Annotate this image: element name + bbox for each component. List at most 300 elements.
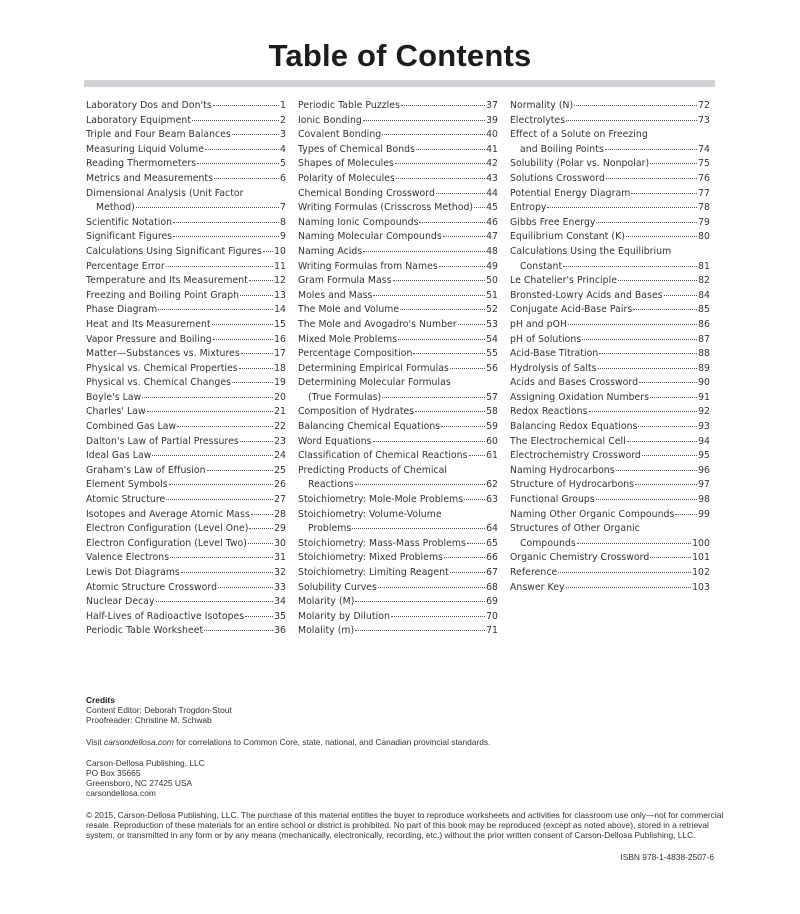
toc-entry-page-number: 2 <box>280 114 286 126</box>
toc-entry[interactable] <box>510 201 710 216</box>
toc-entry-label: Valence Electrons <box>86 552 170 564</box>
toc-entry[interactable] <box>510 435 710 450</box>
toc-entry-page-number: 1 <box>280 100 286 111</box>
toc-entry-page-number: 30 <box>274 537 286 549</box>
toc-entry-page-number: 19 <box>274 377 286 389</box>
toc-entry-page-number: 63 <box>486 494 498 506</box>
toc-entry-label: Naming Hydrocarbons <box>510 464 615 476</box>
toc-entry[interactable] <box>510 172 710 187</box>
toc-entry[interactable] <box>86 493 286 508</box>
toc-entry[interactable] <box>86 245 286 260</box>
toc-entry[interactable] <box>86 435 286 450</box>
toc-entry[interactable] <box>510 303 710 318</box>
toc-entry-page-number: 24 <box>274 450 286 462</box>
toc-entry-label: Redox Reactions <box>510 406 588 418</box>
dot-leader <box>675 514 697 515</box>
toc-entry-label: Functional Groups <box>510 494 595 506</box>
toc-entry-label: Naming Acids <box>298 245 363 257</box>
toc-entry-label: Heat and Its Measurement <box>86 318 211 330</box>
dot-leader <box>263 251 273 252</box>
toc-entry[interactable] <box>86 391 286 406</box>
dot-leader <box>363 120 485 121</box>
dot-leader <box>650 397 697 398</box>
dot-leader <box>373 295 485 296</box>
toc-entry-label: Moles and Mass <box>298 289 373 301</box>
toc-entry-page-number: 51 <box>486 289 498 301</box>
dot-leader <box>599 353 697 354</box>
toc-entry[interactable] <box>298 537 498 552</box>
toc-entry-label: The Mole and Volume <box>298 304 400 316</box>
dot-leader <box>450 368 485 369</box>
toc-entry-label: Calculations Using Significant Figures <box>86 245 262 257</box>
toc-entry[interactable] <box>298 610 498 625</box>
toc-entry-label: Periodic Table Puzzles <box>298 100 400 111</box>
toc-entry[interactable] <box>510 508 710 523</box>
dot-leader <box>232 382 273 383</box>
publisher-city: Greensboro, NC 27425 USA <box>86 778 193 789</box>
toc-entry-page-number: 82 <box>698 275 710 287</box>
toc-entry[interactable] <box>86 566 286 581</box>
credits-section <box>86 695 726 862</box>
toc-entry-page-number: 102 <box>692 567 710 578</box>
toc-entry-page-number: 10 <box>274 245 286 257</box>
toc-entry-label: Stoichiometry: Limiting Reagent <box>298 567 449 578</box>
toc-entry-page-number: 89 <box>698 362 710 374</box>
toc-entry-page-number: 67 <box>486 567 498 578</box>
toc-entry-page-number: 69 <box>486 596 498 608</box>
toc-entry-label: Ideal Gas Law <box>86 450 152 462</box>
toc-entry-label: Graham's Law of Effusion <box>86 464 206 476</box>
toc-entry-page-number: 17 <box>274 348 286 360</box>
toc-entry-label: Temperature and Its Measurement <box>86 275 248 287</box>
toc-entry[interactable] <box>86 260 286 275</box>
toc-entry-page-number: 46 <box>486 216 498 228</box>
toc-entry-label: Freezing and Boiling Point Graph <box>86 289 240 301</box>
toc-entry[interactable] <box>298 595 498 610</box>
dot-leader <box>393 280 486 281</box>
dot-leader <box>589 411 698 412</box>
dot-leader <box>436 193 485 194</box>
dot-leader <box>158 309 273 310</box>
dot-leader <box>363 251 485 252</box>
toc-column-3 <box>510 99 710 639</box>
toc-entry[interactable] <box>510 420 710 435</box>
toc-entry-label: Hydrolysis of Salts <box>510 362 597 374</box>
toc-entry-page-number: 74 <box>698 143 710 155</box>
dot-leader <box>204 630 273 631</box>
toc-entry-page-number: 85 <box>698 304 710 316</box>
dot-leader <box>248 543 273 544</box>
dot-leader <box>439 266 485 267</box>
publisher-name: Carson-Dellosa Publishing, LLC <box>86 757 205 768</box>
dot-leader <box>136 207 279 208</box>
toc-entry-page-number: 66 <box>486 552 498 564</box>
dot-leader <box>239 368 273 369</box>
toc-entry[interactable] <box>510 245 710 274</box>
toc-entry[interactable] <box>510 362 710 377</box>
dot-leader <box>626 236 697 237</box>
toc-entry[interactable] <box>298 303 498 318</box>
toc-entry-page-number: 23 <box>274 435 286 447</box>
toc-entry-label: Structures of Other Organic <box>510 523 640 535</box>
toc-entry[interactable] <box>510 187 710 202</box>
toc-entry[interactable] <box>510 493 710 508</box>
toc-entry-page-number: 57 <box>486 391 498 403</box>
dot-leader <box>635 484 697 485</box>
toc-entry-page-number: 21 <box>274 406 286 418</box>
dot-leader <box>464 499 485 500</box>
dot-leader <box>650 557 691 558</box>
toc-column-1 <box>86 99 286 639</box>
toc-entry-label: pH of Solutions <box>510 333 582 345</box>
toc-entry-page-number: 71 <box>486 625 498 637</box>
toc-entry[interactable] <box>298 157 498 172</box>
toc-entry-label: Isotopes and Average Atomic Mass <box>86 508 250 520</box>
toc-entry-label: Triple and Four Beam Balances <box>86 129 231 141</box>
toc-entry-label: Solubility Curves <box>298 581 377 593</box>
toc-entry[interactable] <box>298 260 498 275</box>
toc-entry-page-number: 96 <box>698 464 710 476</box>
toc-entry-page-number: 28 <box>274 508 286 520</box>
dot-leader <box>458 324 485 325</box>
toc-entry[interactable] <box>298 230 498 245</box>
toc-entry[interactable] <box>298 508 498 537</box>
dot-leader <box>152 455 273 456</box>
toc-entry-page-number: 12 <box>274 275 286 287</box>
dot-leader <box>355 601 485 602</box>
toc-entry[interactable] <box>86 420 286 435</box>
toc-entry-label: Molarity by Dilution <box>298 610 390 622</box>
dot-leader <box>177 426 273 427</box>
toc-entry-page-number: 36 <box>274 625 286 637</box>
toc-entry-label: Combined Gas Law <box>86 421 177 433</box>
toc-entry-page-number: 61 <box>486 450 498 462</box>
toc-entry[interactable] <box>298 143 498 158</box>
toc-entry-label-continued: and Boiling Points <box>520 143 604 155</box>
toc-entry-label: Normality (N) <box>510 100 574 111</box>
dot-leader <box>598 368 698 369</box>
toc-entry[interactable] <box>298 99 498 114</box>
toc-entry[interactable] <box>510 464 710 479</box>
toc-entry-page-number: 92 <box>698 406 710 418</box>
toc-entry[interactable] <box>86 347 286 362</box>
toc-entry[interactable] <box>86 551 286 566</box>
toc-entry[interactable] <box>298 551 498 566</box>
dot-leader <box>638 426 697 427</box>
toc-entry-page-number: 33 <box>274 581 286 593</box>
dot-leader <box>205 149 279 150</box>
dot-leader <box>249 280 273 281</box>
toc-entry-label: Answer Key <box>510 581 565 593</box>
toc-entry-page-number: 6 <box>280 172 286 184</box>
toc-entry[interactable] <box>510 478 710 493</box>
proofreader: Proofreader: Christine M. Schwab <box>86 715 212 726</box>
dot-leader <box>214 178 279 179</box>
toc-entry-label: Types of Chemical Bonds <box>298 143 416 155</box>
toc-entry[interactable] <box>510 230 710 245</box>
toc-entry[interactable] <box>86 274 286 289</box>
toc-entry[interactable] <box>298 464 498 493</box>
toc-entry[interactable] <box>86 624 286 639</box>
toc-entry[interactable] <box>86 522 286 537</box>
toc-entry-page-number: 93 <box>698 421 710 433</box>
dot-leader <box>352 528 485 529</box>
toc-entry[interactable] <box>510 216 710 231</box>
toc-entry-label: Element Symbols <box>86 479 168 491</box>
toc-entry-label: Effect of a Solute on Freezing <box>510 129 648 141</box>
dot-leader <box>197 163 279 164</box>
toc-entry-page-number: 101 <box>692 552 710 564</box>
toc-entry[interactable] <box>86 537 286 552</box>
dot-leader <box>396 178 485 179</box>
toc-entry-label: Physical vs. Chemical Properties <box>86 362 238 374</box>
toc-entry[interactable] <box>510 347 710 362</box>
toc-entry-page-number: 39 <box>486 114 498 126</box>
toc-entry-page-number: 98 <box>698 494 710 506</box>
toc-entry[interactable] <box>86 216 286 231</box>
toc-entry[interactable] <box>510 449 710 464</box>
toc-entry[interactable] <box>510 391 710 406</box>
toc-entry[interactable] <box>298 128 498 143</box>
toc-entry[interactable] <box>86 99 286 114</box>
toc-entry-page-number: 81 <box>698 260 710 272</box>
toc-entry[interactable] <box>510 333 710 348</box>
toc-entry-page-number: 94 <box>698 435 710 447</box>
toc-entry[interactable] <box>510 376 710 391</box>
toc-entry-label: Writing Formulas (Crisscross Method) <box>298 202 474 214</box>
toc-entry-label: Bronsted-Lowry Acids and Bases <box>510 289 663 301</box>
toc-entry[interactable] <box>298 493 498 508</box>
toc-entry[interactable] <box>86 172 286 187</box>
dot-leader <box>566 587 692 588</box>
dot-leader <box>213 339 273 340</box>
toc-entry[interactable] <box>86 376 286 391</box>
toc-entry-page-number: 9 <box>280 231 286 243</box>
toc-entry-label: Writing Formulas from Names <box>298 260 438 272</box>
toc-entry-label: Balancing Redox Equations <box>510 421 638 433</box>
toc-entry-page-number: 43 <box>486 172 498 184</box>
toc-entry-page-number: 16 <box>274 333 286 345</box>
toc-entry-label-continued: Compounds <box>520 537 576 549</box>
toc-entry-label: Naming Molecular Compounds <box>298 231 442 243</box>
toc-entry-page-number: 84 <box>698 289 710 301</box>
visit-suffix: for correlations to Common Core, state, national, and Canadian provincial standards. <box>173 736 491 747</box>
dot-leader <box>605 149 697 150</box>
toc-entry[interactable] <box>510 157 710 172</box>
toc-entry-label: The Electrochemical Cell <box>510 435 626 447</box>
toc-entry-label: Molarity (M) <box>298 596 355 608</box>
toc-entry[interactable] <box>298 405 498 420</box>
dot-leader <box>664 295 697 296</box>
toc-entry-label: Classification of Chemical Reactions <box>298 450 468 462</box>
toc-entry[interactable] <box>86 303 286 318</box>
dot-leader <box>416 149 485 150</box>
dot-leader <box>213 105 279 106</box>
toc-entry[interactable] <box>86 449 286 464</box>
toc-entry-label: Phase Diagram <box>86 304 158 316</box>
toc-entry[interactable] <box>86 157 286 172</box>
toc-entry[interactable] <box>298 216 498 231</box>
toc-entry[interactable] <box>510 522 710 551</box>
toc-entry-label: Nuclear Decay <box>86 596 155 608</box>
toc-entry[interactable] <box>298 624 498 639</box>
dot-leader <box>443 236 485 237</box>
toc-entry-page-number: 72 <box>698 100 710 111</box>
toc-entry[interactable] <box>86 595 286 610</box>
toc-entry-page-number: 5 <box>280 158 286 170</box>
dot-leader <box>245 616 273 617</box>
toc-entry[interactable] <box>298 187 498 202</box>
toc-entry[interactable] <box>298 362 498 377</box>
dot-leader <box>251 514 273 515</box>
toc-entry[interactable] <box>510 99 710 114</box>
dot-leader <box>582 339 697 340</box>
toc-entry[interactable] <box>86 230 286 245</box>
toc-entry[interactable] <box>86 581 286 596</box>
toc-entry[interactable] <box>298 333 498 348</box>
dot-leader <box>419 222 485 223</box>
toc-entry[interactable] <box>298 114 498 129</box>
toc-entry-label: Atomic Structure <box>86 494 166 506</box>
toc-entry[interactable] <box>510 405 710 420</box>
dot-leader <box>170 557 273 558</box>
toc-entry-page-number: 60 <box>486 435 498 447</box>
toc-entry-page-number: 37 <box>486 100 498 111</box>
toc-entry[interactable] <box>298 581 498 596</box>
dot-leader <box>577 543 691 544</box>
toc-entry[interactable] <box>298 245 498 260</box>
page-title: Table of Contents <box>268 38 532 73</box>
toc-entry[interactable] <box>86 362 286 377</box>
toc-entry[interactable] <box>86 318 286 333</box>
isbn: ISBN 978-1-4838-2507-6 <box>620 852 714 863</box>
toc-entry[interactable] <box>298 449 498 464</box>
dot-leader <box>413 353 485 354</box>
dot-leader <box>616 470 697 471</box>
toc-entry-label: Composition of Hydrates <box>298 406 415 418</box>
dot-leader <box>378 587 485 588</box>
toc-entry[interactable] <box>86 128 286 143</box>
dot-leader <box>631 193 697 194</box>
dot-leader <box>574 105 697 106</box>
toc-entry-label: Mixed Mole Problems <box>298 333 398 345</box>
toc-entry[interactable] <box>510 274 710 289</box>
toc-entry[interactable] <box>298 201 498 216</box>
publisher-po-box: PO Box 35665 <box>86 768 141 779</box>
toc-entry-page-number: 44 <box>486 187 498 199</box>
toc-entry[interactable] <box>298 435 498 450</box>
toc-entry[interactable] <box>298 318 498 333</box>
toc-entry-label: Acids and Bases Crossword <box>510 377 639 389</box>
toc-entry[interactable] <box>510 551 710 566</box>
toc-entry-label: Periodic Table Worksheet <box>86 625 204 637</box>
toc-entry[interactable] <box>510 318 710 333</box>
toc-entry-label: Assigning Oxidation Numbers <box>510 391 650 403</box>
dot-leader <box>566 120 697 121</box>
toc-entry-label: The Mole and Avogadro's Number <box>298 318 457 330</box>
toc-entry[interactable] <box>298 347 498 362</box>
toc-entry-label: Percentage Composition <box>298 348 413 360</box>
toc-entry-page-number: 13 <box>274 289 286 301</box>
toc-entry-label: Electrochemistry Crossword <box>510 450 642 462</box>
toc-entry-page-number: 22 <box>274 421 286 433</box>
toc-entry-label: Atomic Structure Crossword <box>86 581 218 593</box>
toc-entry-page-number: 65 <box>486 537 498 549</box>
publisher-website: carsondellosa.com <box>86 788 156 799</box>
dot-leader <box>147 411 273 412</box>
toc-entry[interactable] <box>510 289 710 304</box>
dot-leader <box>166 499 273 500</box>
toc-column-2 <box>298 99 498 639</box>
toc-entry-page-number: 8 <box>280 216 286 228</box>
toc-entry-label: Polarity of Molecules <box>298 172 395 184</box>
toc-entry-label: Scientific Notation <box>86 216 173 228</box>
toc-entry-page-number: 56 <box>486 362 498 374</box>
toc-entry[interactable] <box>86 464 286 479</box>
toc-entry-label: Conjugate Acid-Base Pairs <box>510 304 633 316</box>
dot-leader <box>627 441 697 442</box>
toc-entry-label: Physical vs. Chemical Changes <box>86 377 232 389</box>
dot-leader <box>173 222 279 223</box>
website-link[interactable]: carsondellosa.com <box>104 736 174 747</box>
dot-leader <box>563 266 697 267</box>
toc-entry[interactable] <box>86 508 286 523</box>
toc-entry-page-number: 88 <box>698 348 710 360</box>
toc-entry[interactable] <box>86 187 286 216</box>
toc-entry[interactable] <box>510 581 710 596</box>
toc-entry[interactable] <box>510 566 710 581</box>
toc-entry[interactable] <box>298 172 498 187</box>
dot-leader <box>618 280 697 281</box>
dot-leader <box>192 120 279 121</box>
toc-entry-page-number: 18 <box>274 362 286 374</box>
toc-entry[interactable] <box>298 376 498 405</box>
dot-leader <box>467 543 485 544</box>
toc-entry[interactable] <box>298 420 498 435</box>
toc-entry-label: Electrolytes <box>510 114 566 126</box>
toc-entry[interactable] <box>86 610 286 625</box>
dot-leader <box>450 572 485 573</box>
toc-entry-page-number: 100 <box>692 537 710 549</box>
toc-entry-label: Dalton's Law of Partial Pressures <box>86 435 239 447</box>
toc-entry[interactable] <box>510 128 710 157</box>
toc-entry-label: Electron Configuration (Level One) <box>86 523 249 535</box>
toc-entry-page-number: 103 <box>692 581 710 593</box>
toc-entry-page-number: 27 <box>274 494 286 506</box>
toc-entry-label: Acid-Base Titration <box>510 348 599 360</box>
toc-entry-label: Predicting Products of Chemical <box>298 464 448 476</box>
dot-leader <box>142 397 273 398</box>
dot-leader <box>441 426 485 427</box>
toc-entry[interactable] <box>298 274 498 289</box>
toc-entry-page-number: 70 <box>486 610 498 622</box>
toc-entry[interactable] <box>298 289 498 304</box>
toc-entry-page-number: 78 <box>698 202 710 214</box>
toc-entry[interactable] <box>86 289 286 304</box>
toc-entry[interactable] <box>86 114 286 129</box>
content-editor: Content Editor: Deborah Trogdon-Stout <box>86 705 232 716</box>
dot-leader <box>241 353 273 354</box>
toc-entry[interactable] <box>86 405 286 420</box>
toc-entry-label: Vapor Pressure and Boiling <box>86 333 212 345</box>
toc-entry[interactable] <box>298 566 498 581</box>
toc-entry-label: Half-Lives of Radioactive Isotopes <box>86 610 245 622</box>
toc-entry[interactable] <box>86 143 286 158</box>
toc-entry[interactable] <box>510 114 710 129</box>
toc-entry[interactable] <box>86 478 286 493</box>
dot-leader <box>596 222 697 223</box>
toc-entry[interactable] <box>86 333 286 348</box>
